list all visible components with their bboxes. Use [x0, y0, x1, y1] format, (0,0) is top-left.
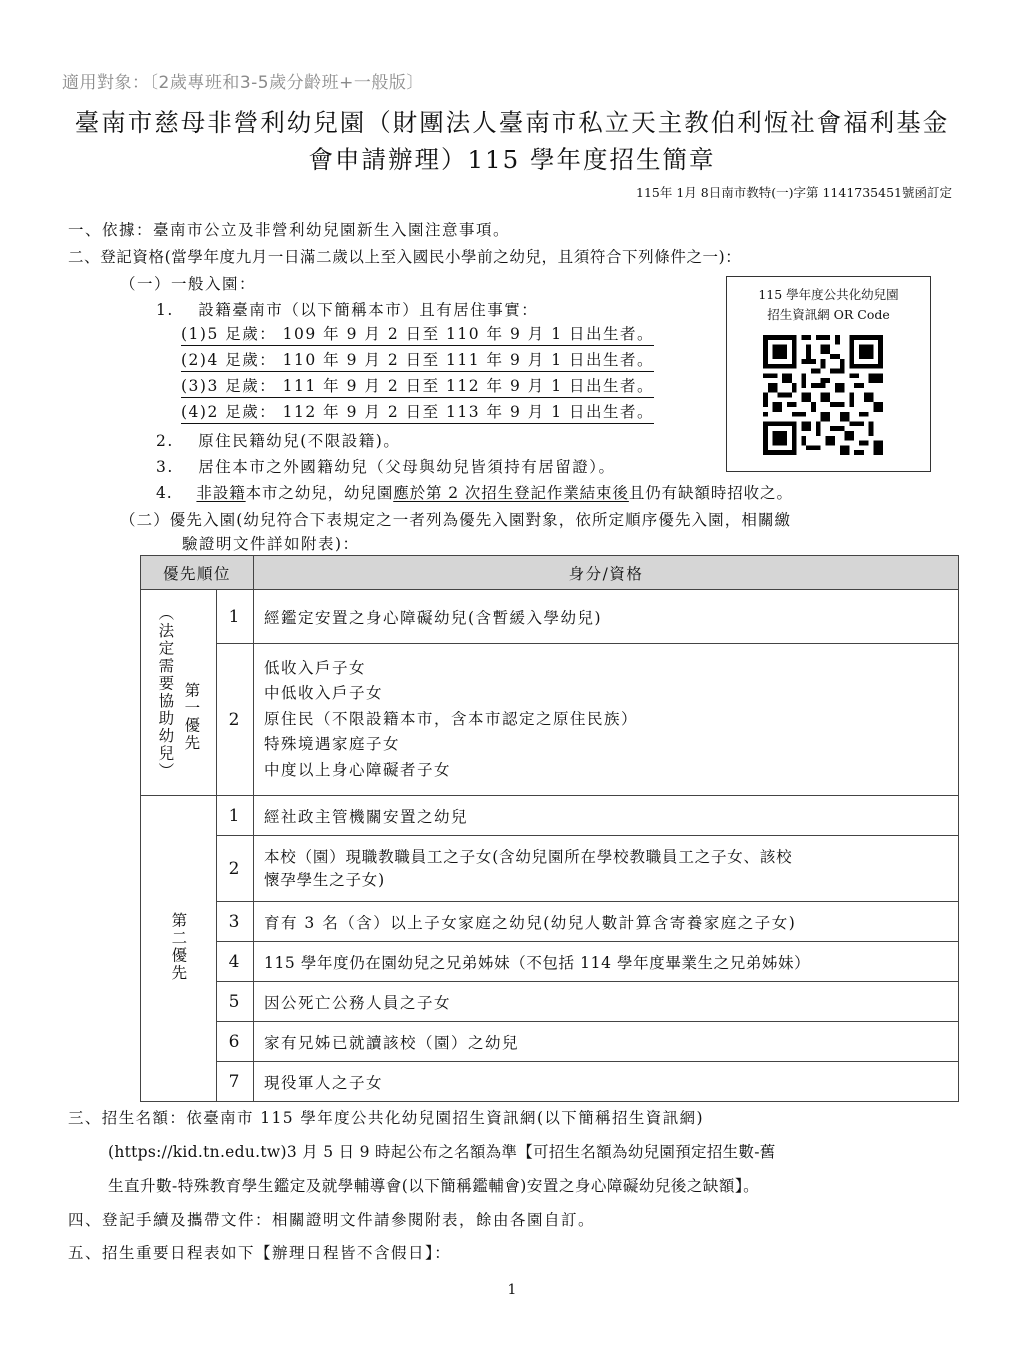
qualification: 原住民（不限設籍本市，含本市認定之原住民族） — [264, 709, 639, 728]
priority-number: 6 — [216, 1022, 253, 1062]
page-title-line1: 臺南市慈母非營利幼兒園（財團法人臺南市私立天主教伯利恆社會福利基金 — [74, 108, 950, 137]
age-range-item: (4)2 足歲： 112 年 9 月 2 日至 113 年 9 月 1 日出生者。 — [181, 400, 654, 424]
item-text-underlined: 非設籍 — [196, 484, 246, 502]
qualification: 115 學年度仍在園幼兒之兄弟姊妹（不包括 114 學年度畢業生之兄弟姊妹） — [254, 942, 959, 982]
general-item-1 — [156, 298, 538, 320]
table-row — [141, 902, 959, 942]
table-row — [141, 590, 959, 644]
priority-number: 2 — [216, 836, 253, 902]
qr-caption-line1: 115 學年度公共化幼兒園 — [758, 287, 899, 302]
item-text: 原住民籍幼兒(不限設籍)。 — [198, 432, 401, 450]
priority-number: 5 — [216, 982, 253, 1022]
general-admission-heading: （一）一般入園： — [120, 275, 257, 293]
priority-number: 4 — [216, 942, 253, 982]
item-number: 2. — [156, 432, 174, 450]
table-header-qualification: 身分/資格 — [254, 556, 959, 590]
age-range-item: (3)3 足歲： 111 年 9 月 2 日至 112 年 9 月 1 日出生者。 — [181, 374, 654, 398]
group-sublabel: ︵法定需要協助幼兒︶ — [156, 605, 175, 780]
group-label: 第一優先 — [182, 681, 201, 752]
qualification: 懷孕學生之子女) — [264, 870, 385, 889]
priority-heading-line1: （二）優先入園(幼兒符合下表規定之一者列為優先入園對象，依所定順序優先入園，相關繳 — [120, 511, 792, 529]
section-4: 四、登記手續及攜帶文件：相關證明文件請參閱附表，餘由各園自訂。 — [68, 1211, 596, 1229]
priority-number: 3 — [216, 902, 253, 942]
section-1: 一、依據：臺南市公立及非營利幼兒園新生入園注意事項。 — [68, 221, 511, 239]
qr-caption-line2: 招生資訊網 OR Code — [767, 307, 890, 322]
priority-number: 7 — [216, 1062, 253, 1102]
item-text-underlined: 應於第 2 次招生登記作業結束後 — [393, 484, 629, 502]
section-5: 五、招生重要日程表如下【辦理日程皆不含假日】： — [68, 1244, 452, 1262]
table-header-row — [141, 556, 959, 590]
qualification: 現役軍人之子女 — [254, 1062, 959, 1102]
group-label: 第二優先 — [169, 911, 188, 982]
table-header-priority: 優先順位 — [141, 556, 254, 590]
item-number: 3. — [156, 458, 174, 476]
item-text: 設籍臺南市（以下簡稱本市）且有居住事實： — [198, 301, 539, 319]
qualification: 中度以上身心障礙者子女 — [264, 760, 452, 779]
qualification: 特殊境遇家庭子女 — [264, 735, 401, 754]
qualification: 低收入戶子女 — [264, 658, 367, 677]
table-row — [141, 1062, 959, 1102]
qr-code-icon[interactable] — [763, 335, 883, 455]
priority-number: 1 — [216, 796, 253, 836]
group-second-priority — [141, 796, 217, 1102]
group-first-priority — [141, 590, 217, 796]
table-row — [141, 1022, 959, 1062]
item-text: 且仍有缺額時招收之。 — [628, 484, 793, 502]
qr-code-box — [726, 276, 931, 472]
qualification-list — [254, 836, 959, 902]
priority-number: 1 — [216, 590, 253, 644]
qualification: 經社政主管機關安置之幼兒 — [254, 796, 959, 836]
qualification: 因公死亡公務人員之子女 — [254, 982, 959, 1022]
item-text: 本市之幼兒，幼兒園 — [245, 484, 394, 502]
general-item-4 — [156, 481, 793, 503]
priority-number: 2 — [216, 644, 253, 796]
qualification: 育有 3 名（含）以上子女家庭之幼兒(幼兒人數計算含寄養家庭之子女) — [254, 902, 959, 942]
table-row — [141, 942, 959, 982]
section-3-line1: 三、招生名額：依臺南市 115 學年度公共化幼兒園招生資訊網(以下簡稱招生資訊網) — [68, 1109, 704, 1127]
general-item-3 — [156, 455, 616, 477]
section-3-line3: 生直升數-特殊教育學生鑑定及就學輔導會(以下簡稱鑑輔會)安置之身心障礙幼兒後之缺額】。 — [108, 1177, 760, 1195]
priority-heading-line2: 驗證明文件詳如附表)： — [182, 535, 360, 553]
table-row — [141, 982, 959, 1022]
priority-table — [140, 555, 959, 1102]
target-audience: 適用對象：〔2歲專班和3-5歲分齡班+一般版〕 — [62, 73, 424, 93]
qualification: 本校（園）現職教職員工之子女(含幼兒園所在學校教職員工之子女、該校 — [264, 847, 793, 866]
qualification-list — [254, 644, 959, 796]
qualification: 家有兄姊已就讀該校（園）之幼兒 — [254, 1022, 959, 1062]
section-2-heading: 二、登記資格(當學年度九月一日滿二歲以上至入國民小學前之幼兒，且須符合下列條件之一)： — [68, 248, 742, 266]
section-3-line2: (https://kid.tn.edu.tw)3 月 5 日 9 時起公布之名額為準【可招生名額為幼兒園預定招生數-舊 — [108, 1143, 776, 1161]
item-number: 4. — [156, 484, 173, 502]
table-row — [141, 644, 959, 796]
table-row — [141, 796, 959, 836]
general-item-2 — [156, 429, 400, 451]
page-number: 1 — [507, 1282, 517, 1298]
age-range-item: (2)4 足歲： 110 年 9 月 2 日至 111 年 9 月 1 日出生者。 — [181, 348, 654, 372]
reference-number: 115年 1月 8日南市教特(一)字第 1141735451號函訂定 — [636, 185, 952, 200]
age-range-item: (1)5 足歲： 109 年 9 月 2 日至 110 年 9 月 1 日出生者。 — [181, 322, 654, 346]
item-text: 居住本市之外國籍幼兒（父母與幼兒皆須持有居留證）。 — [198, 458, 616, 476]
page-title-line2: 會申請辦理）115 學年度招生簡章 — [308, 145, 716, 174]
table-row — [141, 836, 959, 902]
age-range-list — [181, 322, 654, 426]
qualification: 經鑑定安置之身心障礙幼兒(含暫緩入學幼兒) — [254, 590, 959, 644]
qualification: 中低收入戶子女 — [264, 684, 384, 703]
item-number: 1. — [156, 301, 174, 319]
